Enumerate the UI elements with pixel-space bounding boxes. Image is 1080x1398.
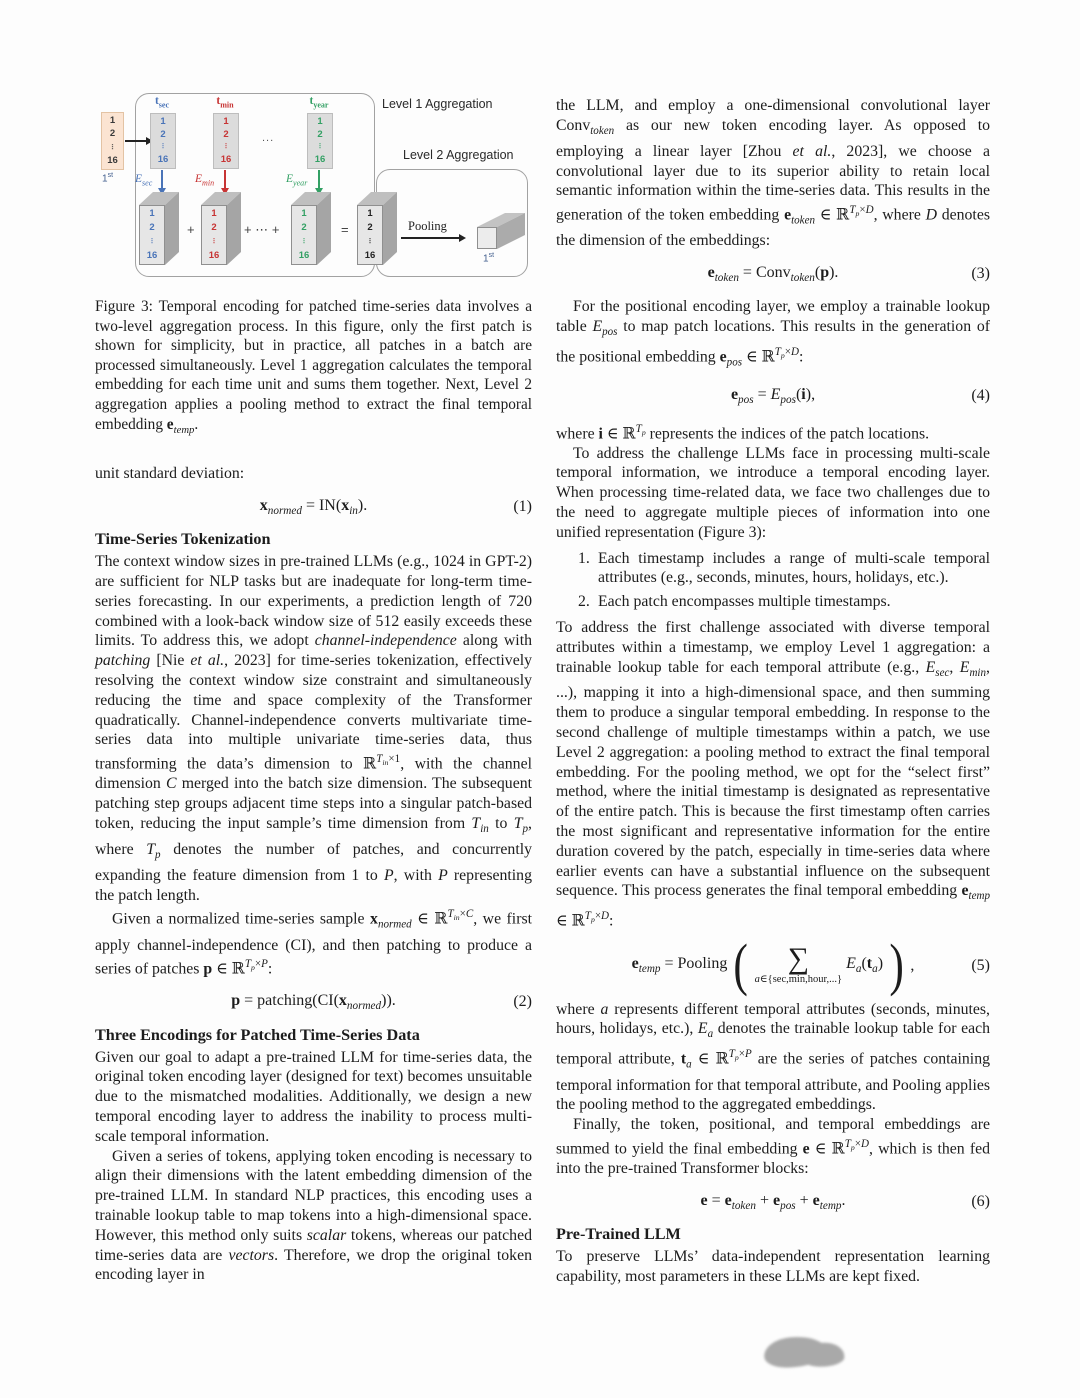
year-embedding-cuboid [291,192,331,265]
equation-2-number: (2) [513,993,532,1011]
equation-5-lhs: $e_{temp}$ = Pooling [631,955,728,976]
tsec-values: 1 2 ⋮ 16 [157,116,169,165]
list-item [578,592,990,612]
equation-6-number: (6) [971,1192,990,1210]
summation-subscript: a∈{sec,min,hour,...} [754,974,843,986]
para-tokenization: The context window sizes in pre-trained LLMs (e.g., 1024 in GPT-2) are sufficient for NLP tasks but are inadequate for long-term time-series forecasting. In our experiments, a prediction length of 720 combined with a look-back window size of 512 easily exceeds these limits. To address this, we adopt channel-independence along with patching [Nie et al., 2023] for time-series tokenization, effectively resolving the context window size constraint and simultaneously reducing the time and space complexity of the Transformer quadratically. Channel-independence converts multivariate time-series data into multiple univariate time-series data, thus transforming the data’s dimension to ℝ$^{T_{in}\times 1}$, with the channel dimension C merged into the batch size dimension. The subsequent patching step groups adjacent time steps into a singular patch-based token, reducing the input sample’s time dimension from $T_{in}$ to $T_p$, where $T_p$ denotes the number of patches, and concurrently expanding the feature dimension from 1 to P, with P representing the patch length. [95,553,533,904]
equation-4 [556,386,990,406]
para-challenge: To address the challenge LLMs face in processing multi-scale temporal information, we introduce a temporal encoding layer. When processing time-related data, we face two challenges due to the need to aggregate multiple pieces of information into one unified representation (Figure 3): [556,444,990,541]
summed-cuboid-values: 1 2 ⋮ 16 [364,208,376,261]
equation-5 [556,932,990,998]
figure-caption: Figure 3: Temporal encoding for patched time-series data involves a two-level aggregation process. In this figure, only the first patch is shown for simplicity, but in practice, all patches in a batch are processed simultaneously. Level 1 aggregation calculates the temporal embedding for each time unit and sums them together. Next, Level 2 aggregation applies a pooling method to extract the final temporal embedding $e_{temp}$. [95,298,532,436]
heading-pretrained-llm: Pre-Trained LLM [556,1225,681,1244]
equation-3-number: (3) [971,265,990,283]
heading-time-series-tokenization: Time-Series Tokenization [95,530,271,549]
year-cuboid-values: 1 2 ⋮ 16 [298,208,310,261]
spacer [95,440,532,464]
right-column [556,96,990,1287]
equation-6 [556,1192,990,1212]
pooling-label: Pooling [408,219,447,233]
tyear-token-box [307,113,333,169]
para-preserve: To preserve LLMs’ data-independent representation learning capability, most parameters in these LLMs are kept fixed. [556,1248,990,1285]
equation-6-body: $e = e_{token} + e_{pos} + e_{temp}$. [700,1191,846,1213]
equation-2 [95,992,532,1012]
list-item [578,549,990,589]
equation-5-comma: , [910,956,915,974]
tsec-token-box [150,113,176,169]
para-given-normalized: Given a normalized time-series sample $x_{normed}$ ∈ ℝ$^{T_{in}\times C}$, we first apply channel-independence (CI), and then patching to produce a series of patches p ∈ ℝ$^{T_p\times P}$: [95,908,532,978]
pooling-arrow-head [459,234,466,242]
eyear-down-arrow [318,170,320,188]
challenges-list [556,549,990,612]
tsec-header: $t_{sec}$ [154,95,170,110]
list-item-number: 2. [578,593,590,611]
emin-down-arrow [224,170,226,188]
para-level1-aggregation: To address the first challenge associated with diverse temporal attributes within a timestamp, we employ Level 1 aggregation: a trainable lookup table for each temporal attribute (e.g., $E_{sec}$, $E_{min}$, ...), mapping it into a high-dimensional space, and then summing them to produce a singular temporal embedding. In response to the second challenge of multiple timestamps within a patch, we use Level 2 aggregation: a pooling method to extract the final temporal embedding. For the pooling method, we opt for the “select first” method, where the initial timestamp is designated as representative of the entire patch. This is because the first timestamp often carries the most significant and representative information for the entire duration covered by the patch, especially in time-series data where earlier events can have a substantial influence on the subsequent sequence. This process generates the final temporal embedding $e_{temp}$ ∈ ℝ$^{T_p\times D}$: [556,618,990,930]
output-first-label: 1st [483,252,495,265]
gray-smudge-artifact [763,1334,827,1369]
tyear-values: 1 2 ⋮ 16 [314,116,326,165]
open-paren: ( [733,932,749,998]
level1-aggregation-label: Level 1 Aggregation [382,97,493,111]
para-llm-conv: the LLM, and employ a one-dimensional convolutional layer Conv$_{token}$ as our new token encoding layer. As opposed to employing a linear layer [Zhou et al., 2023], we choose a convolutional layer due to its superior ability to retain local semantic information within the time-series data. This results in the generation of the token embedding $e_{token}$ ∈ ℝ$^{T_p\times D}$, where D denotes the dimension of the embeddings: [556,97,990,250]
equation-1-body: $x_{normed} = IN(x_{in})$. [259,497,368,518]
tmin-values: 1 2 ⋮ 16 [220,116,232,165]
list-item-text: Each timestamp includes a range of multi-scale temporal attributes (e.g., seconds, minutes, hours, holidays, etc.). [598,549,990,587]
output-cuboid [477,213,525,249]
close-paren: ) [889,932,904,998]
sec-embedding-cuboid [139,192,179,265]
equals-sign: = [341,222,349,237]
input-patch-values: 1 2 ⋮ 16 [107,115,118,166]
equation-1-number: (1) [513,498,532,516]
emin-label: $E_{min}$ [195,173,215,188]
equation-5-number: (5) [971,956,990,974]
para-where-i: where i ∈ ℝ$^{T_p}$ represents the indices of the patch locations. [556,422,930,442]
tyear-header: $t_{year}$ [309,95,329,110]
equation-4-body: $e_{pos} = E_{pos}(i)$, [730,386,816,407]
eyear-label: $E_{year}$ [286,173,308,188]
para-goal: Given our goal to adapt a pre-trained LLM for time-series data, the original token encoding layer (designed for text) becomes unsuitable due to the mismatched modalities. Additionally, we design a new temporal encoding layer to address the inability to process multi-scale temporal information. [95,1048,532,1145]
figure-3 [95,85,532,285]
summed-embedding-cuboid [357,192,397,265]
list-item-text: Each patch encompasses multiple timestamps. [598,593,891,611]
input-patch-box [101,112,124,170]
equation-1 [95,497,532,517]
para-positional: For the positional encoding layer, we employ a trainable lookup table $E_{pos}$ to map patch locations. This results in the generation of the positional embedding $e_{pos}$ ∈ ℝ$^{T_p\times D}$: [556,298,991,369]
esec-label: $E_{sec}$ [135,173,153,188]
tmin-token-box [213,113,239,169]
para-unit-std: unit standard deviation: [95,465,245,483]
tmin-header: $t_{min}$ [216,95,234,110]
para-finally: Finally, the token, positional, and temporal embeddings are summed to yield the final embedding e ∈ ℝ$^{T_p\times D}$, which is then fed into the pre-trained Transformer blocks: [556,1116,990,1178]
pooling-arrow [401,237,459,239]
min-cuboid-values: 1 2 ⋮ 16 [208,208,220,261]
equation-3-body: $e_{token}$ = Conv$_{token}$(p). [707,264,839,285]
level2-aggregation-label: Level 2 Aggregation [403,148,514,162]
para-series-of-tokens: Given a series of tokens, applying token encoding is necessary to align their dimensions with the latent embedding dimension of the pre-trained LLM. In standard NLP practices, this encoding uses a trainable lookup table to map tokens into a high-dimensional space. However, this method only suits scalar tokens, whereas our patched time-series data are vectors. Therefore, we drop the original token encoding layer in [95,1147,532,1284]
heading-three-encodings: Three Encodings for Patched Time-Series Data [95,1025,420,1044]
input-arrow [125,140,146,142]
plus-ellipsis-plus: + ⋯ + [244,222,280,237]
equation-2-body: $p = patching(CI(x_{normed}))$. [231,992,396,1013]
min-embedding-cuboid [201,192,241,265]
para-where-a: where a represents different temporal attributes (seconds, minutes, hours, holidays, etc.), $E_a$ denotes the trainable lookup table for each temporal attribute, $t_a$ ∈ ℝ$^{T_p\times P}$ are the series of patches containing temporal information for that temporal attribute, and Pooling applies the pooling method to the aggregated embeddings. [556,1000,991,1114]
sec-cuboid-values: 1 2 ⋮ 16 [146,208,158,261]
equation-4-number: (4) [971,387,990,405]
left-column [95,85,532,1285]
summation-block [754,942,843,986]
list-item-number: 1. [578,549,590,567]
columns-ellipsis: ... [262,132,275,144]
equation-3 [556,264,990,284]
input-first-label: 1st [102,172,114,185]
equation-5-body [631,932,915,998]
plus-sign-1: + [187,222,195,237]
sigma-symbol: ∑ [787,942,810,976]
esec-down-arrow [161,170,163,188]
equation-5-term: $E_a(t_a)$ [846,955,884,976]
